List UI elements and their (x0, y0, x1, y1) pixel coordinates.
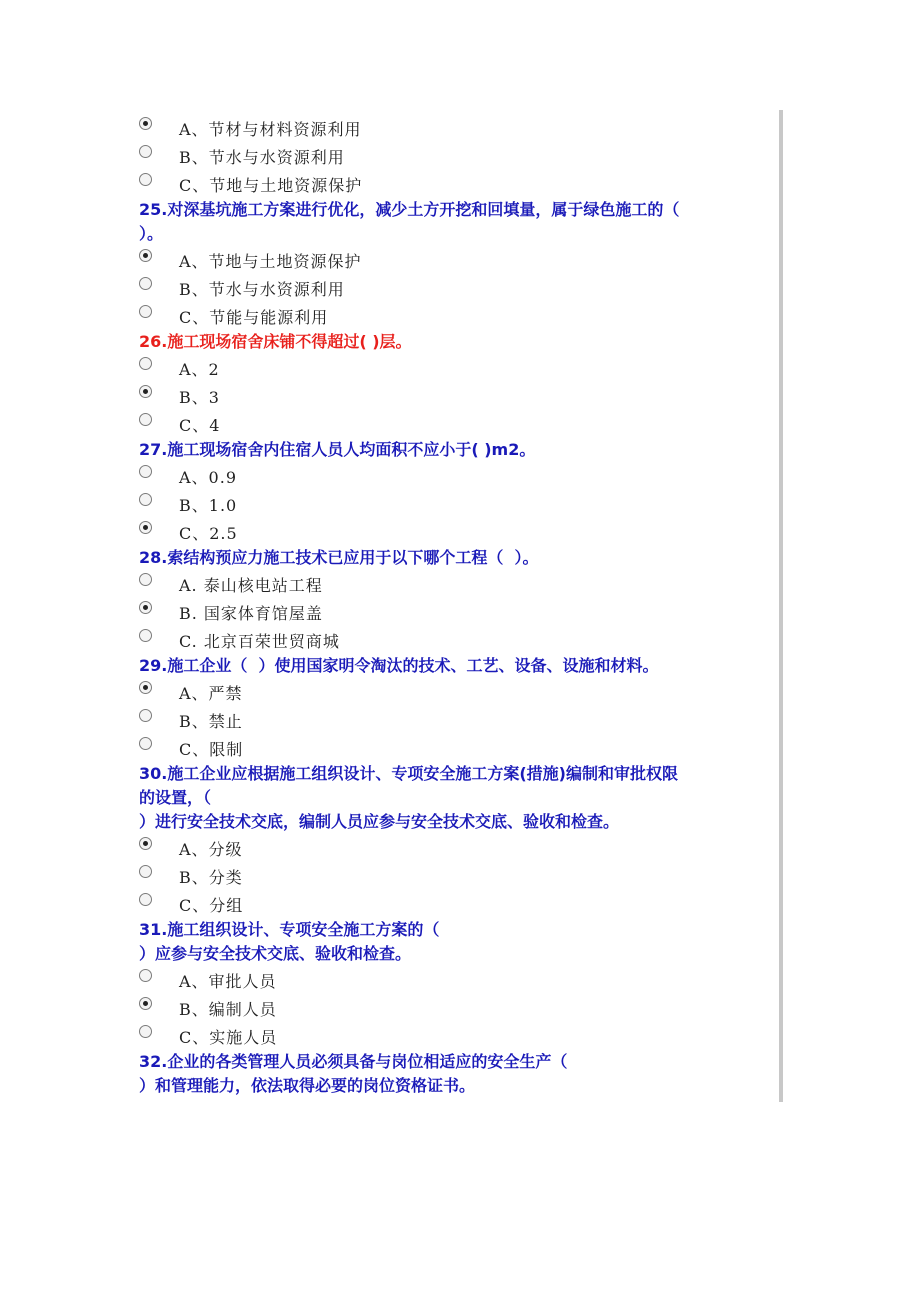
question-block (139, 198, 769, 330)
option-label: A. 泰山核电站工程 (179, 576, 323, 595)
question-block (139, 1050, 769, 1098)
question-text: 的设置，（ (139, 788, 212, 807)
question-block (139, 438, 769, 546)
answer-option[interactable] (139, 862, 769, 890)
option-label: C. 北京百荣世贸商城 (179, 632, 340, 651)
answer-option[interactable] (139, 410, 769, 438)
question-text: ）进行安全技术交底，编制人员应参与安全技术交底、验收和检查。 (139, 812, 620, 831)
answer-option[interactable] (139, 598, 769, 626)
option-label: B、分类 (179, 868, 243, 887)
option-label: B、禁止 (179, 712, 243, 731)
answer-option[interactable] (139, 302, 769, 330)
question-text: 29.施工企业（ ）使用国家明令淘汰的技术、工艺、设备、设施和材料。 (139, 656, 659, 675)
scrollbar-track[interactable] (779, 110, 783, 1102)
answer-option[interactable] (139, 626, 769, 654)
radio-button-icon[interactable] (139, 969, 152, 982)
option-label: B. 国家体育馆屋盖 (179, 604, 323, 623)
option-label: A、节材与材料资源利用 (179, 120, 362, 139)
answer-option[interactable] (139, 490, 769, 518)
radio-button-icon[interactable] (139, 173, 152, 186)
option-label: B、节水与水资源利用 (179, 280, 345, 299)
answer-option[interactable] (139, 142, 769, 170)
option-label: C、分组 (179, 896, 244, 915)
radio-button-icon[interactable] (139, 145, 152, 158)
radio-button-icon[interactable] (139, 277, 152, 290)
answer-option[interactable] (139, 170, 769, 198)
radio-button-icon[interactable] (139, 521, 152, 534)
answer-option[interactable] (139, 274, 769, 302)
radio-button-icon[interactable] (139, 997, 152, 1010)
radio-button-icon[interactable] (139, 837, 152, 850)
question-block (139, 546, 769, 654)
question-text: 27.施工现场宿舍内住宿人员人均面积不应小于( )m2。 (139, 440, 536, 459)
answer-option[interactable] (139, 354, 769, 382)
question-text: 31.施工组织设计、专项安全施工方案的（ (139, 920, 440, 939)
answer-option[interactable] (139, 890, 769, 918)
quiz-content (139, 114, 769, 1098)
question-block (139, 918, 769, 1050)
option-label: B、节水与水资源利用 (179, 148, 345, 167)
option-label: A、0.9 (179, 468, 238, 487)
radio-button-icon[interactable] (139, 465, 152, 478)
question-text: 26.施工现场宿舍床铺不得超过( )层。 (139, 332, 412, 351)
option-label: C、2.5 (179, 524, 238, 543)
question-text: ）。 (139, 224, 164, 243)
radio-button-icon[interactable] (139, 117, 152, 130)
option-label: A、严禁 (179, 684, 243, 703)
radio-button-icon[interactable] (139, 629, 152, 642)
answer-option[interactable] (139, 834, 769, 862)
question-block (139, 762, 769, 918)
answer-option[interactable] (139, 114, 769, 142)
question-text: ）和管理能力，依法取得必要的岗位资格证书。 (139, 1076, 476, 1095)
radio-button-icon[interactable] (139, 709, 152, 722)
answer-option[interactable] (139, 518, 769, 546)
option-label: B、1.0 (179, 496, 238, 515)
option-label: A、2 (179, 360, 220, 379)
option-label: C、4 (179, 416, 221, 435)
radio-button-icon[interactable] (139, 865, 152, 878)
option-label: A、节地与土地资源保护 (179, 252, 362, 271)
answer-option[interactable] (139, 570, 769, 598)
answer-option[interactable] (139, 1022, 769, 1050)
option-label: B、编制人员 (179, 1000, 277, 1019)
answer-option[interactable] (139, 734, 769, 762)
answer-option[interactable] (139, 246, 769, 274)
question-block (139, 330, 769, 438)
question-block (139, 654, 769, 762)
radio-button-icon[interactable] (139, 737, 152, 750)
answer-option[interactable] (139, 382, 769, 410)
question-text: 25.对深基坑施工方案进行优化，减少土方开挖和回填量，属于绿色施工的（ (139, 200, 680, 219)
answer-option[interactable] (139, 706, 769, 734)
radio-button-icon[interactable] (139, 305, 152, 318)
option-label: A、分级 (179, 840, 243, 859)
question-text: 32.企业的各类管理人员必须具备与岗位相适应的安全生产（ (139, 1052, 568, 1071)
option-label: C、实施人员 (179, 1028, 278, 1047)
radio-button-icon[interactable] (139, 493, 152, 506)
radio-button-icon[interactable] (139, 413, 152, 426)
radio-button-icon[interactable] (139, 681, 152, 694)
radio-button-icon[interactable] (139, 893, 152, 906)
question-text: 30.施工企业应根据施工组织设计、专项安全施工方案(措施)编制和审批权限 (139, 764, 678, 783)
answer-option[interactable] (139, 994, 769, 1022)
answer-option[interactable] (139, 462, 769, 490)
option-label: C、节地与土地资源保护 (179, 176, 363, 195)
radio-button-icon[interactable] (139, 1025, 152, 1038)
answer-option[interactable] (139, 966, 769, 994)
radio-button-icon[interactable] (139, 249, 152, 262)
question-block (139, 114, 769, 198)
option-label: C、节能与能源利用 (179, 308, 329, 327)
option-label: C、限制 (179, 740, 244, 759)
question-text: 28.索结构预应力施工技术已应用于以下哪个工程（ ）。 (139, 548, 539, 567)
option-label: A、审批人员 (179, 972, 277, 991)
option-label: B、3 (179, 388, 220, 407)
question-text: ）应参与安全技术交底、验收和检查。 (139, 944, 412, 963)
radio-button-icon[interactable] (139, 573, 152, 586)
radio-button-icon[interactable] (139, 357, 152, 370)
radio-button-icon[interactable] (139, 385, 152, 398)
answer-option[interactable] (139, 678, 769, 706)
radio-button-icon[interactable] (139, 601, 152, 614)
